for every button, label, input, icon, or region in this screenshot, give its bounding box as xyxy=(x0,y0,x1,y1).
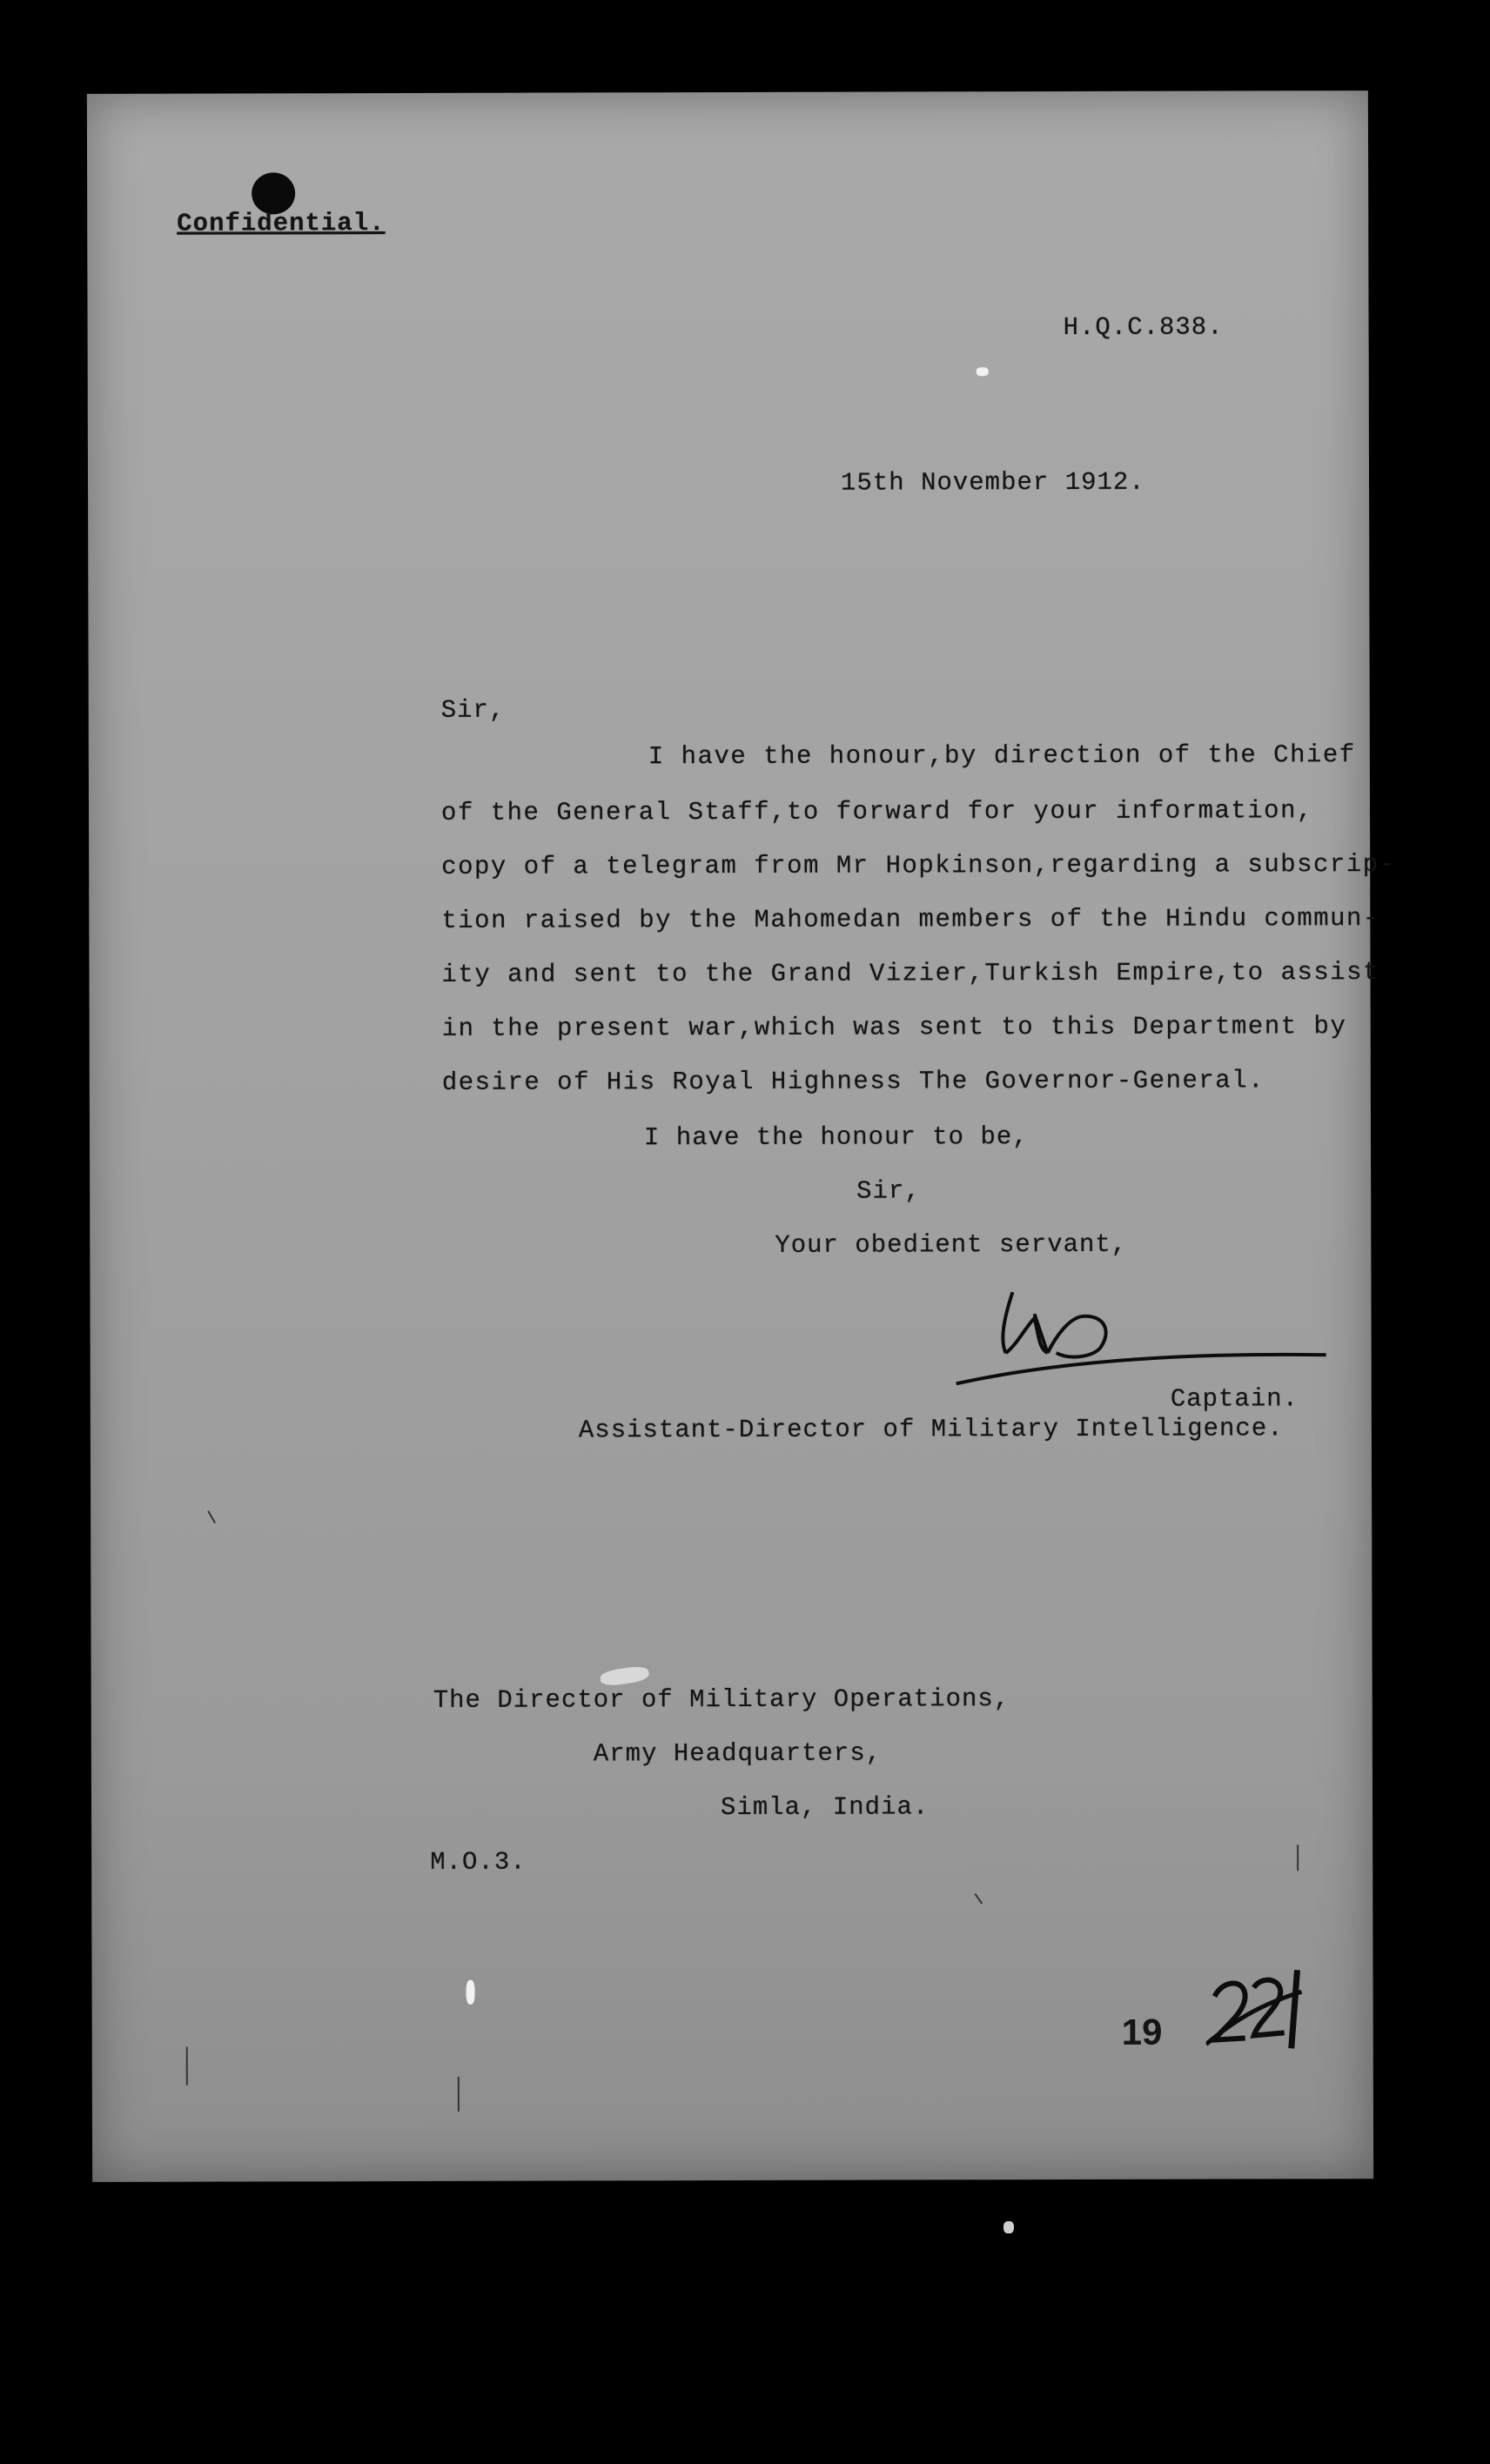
paper-scratch xyxy=(207,1510,216,1523)
paper-speck xyxy=(977,367,989,376)
document-sheet xyxy=(87,90,1396,2182)
closing-line-1: I have the honour to be, xyxy=(643,1122,1029,1153)
addressee-line-1: The Director of Military Operations, xyxy=(433,1684,1010,1715)
classification-label: Confidential. xyxy=(177,209,386,238)
body-line-6: in the present war,which was sent to this Department by xyxy=(441,1012,1347,1043)
closing-line-3: Your obedient servant, xyxy=(775,1229,1128,1260)
paper-scratch xyxy=(1297,1845,1299,1871)
paper-scratch xyxy=(458,2077,460,2112)
handwritten-signature xyxy=(951,1265,1334,1396)
salutation: Sir, xyxy=(440,695,506,725)
body-line-3: copy of a telegram from Mr Hopkinson,regarding a subscrip- xyxy=(441,849,1396,881)
body-line-2: of the General Staff,to forward for your information, xyxy=(440,796,1313,827)
ink-blot xyxy=(252,172,295,214)
body-line-1: I have the honour,by direction of the Chief xyxy=(648,740,1356,772)
reference-number: H.Q.C.838. xyxy=(1063,312,1224,342)
paper-speck xyxy=(466,1980,475,2005)
paper-scratch xyxy=(186,2047,188,2086)
addressee-line-3: Simla, India. xyxy=(720,1792,930,1823)
film-speck xyxy=(1003,2221,1014,2233)
body-line-5: ity and sent to the Grand Vizier,Turkish Empire,to assist xyxy=(441,958,1380,989)
letter-date: 15th November 1912. xyxy=(840,467,1145,498)
department-code: M.O.3. xyxy=(430,1847,527,1877)
addressee-line-2: Army Headquarters, xyxy=(593,1738,883,1769)
ink-smudge xyxy=(600,1664,650,1687)
closing-line-2: Sir, xyxy=(856,1176,921,1206)
body-line-7: desire of His Royal Highness The Governor-General. xyxy=(441,1066,1265,1097)
signatory-title: Assistant-Director of Military Intelligence. xyxy=(578,1414,1284,1445)
struck-folio-number xyxy=(1205,1961,1310,2057)
body-line-4: tion raised by the Mahomedan members of the Hindu commun- xyxy=(441,904,1379,935)
signatory-rank: Captain. xyxy=(1170,1384,1299,1414)
folio-number: 19 xyxy=(1121,2011,1163,2052)
paper-scratch xyxy=(974,1893,983,1905)
